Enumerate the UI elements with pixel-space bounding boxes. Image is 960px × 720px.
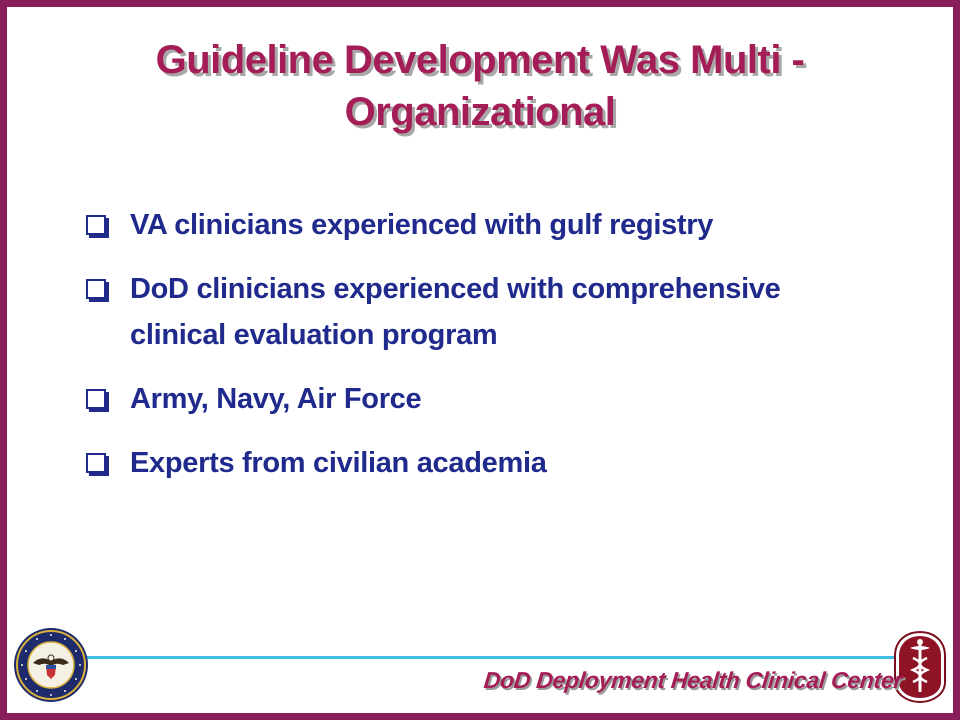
checkbox-bullet-icon (86, 453, 106, 473)
bullet-item-services (80, 376, 880, 422)
bullet-text-continuation: clinical evaluation program (130, 319, 498, 351)
bullet-item-dod-clinicians (80, 266, 880, 358)
checkbox-bullet-icon (86, 215, 106, 235)
bullet-text: VA clinicians experienced with gulf registry (130, 209, 714, 241)
bullet-text: Army, Navy, Air Force (130, 383, 422, 415)
slide-title-line-1: Guideline Development Was Multi - (155, 38, 805, 82)
bullet-text: Experts from civilian academia (130, 447, 547, 479)
bullet-item-va-clinicians (80, 202, 880, 248)
dod-seal-icon (13, 627, 89, 703)
checkbox-bullet-icon (86, 389, 106, 409)
slide-title-line-2: Organizational (344, 90, 616, 134)
slide-title (60, 34, 900, 138)
footer-divider (70, 656, 900, 659)
checkbox-bullet-icon (86, 279, 106, 299)
bullet-text: DoD clinicians experienced with comprehensive (130, 273, 781, 305)
bullet-item-civilian-experts (80, 440, 880, 486)
footer-organization-name: DoD Deployment Health Clinical Center (482, 667, 904, 693)
bullet-list (80, 202, 880, 504)
